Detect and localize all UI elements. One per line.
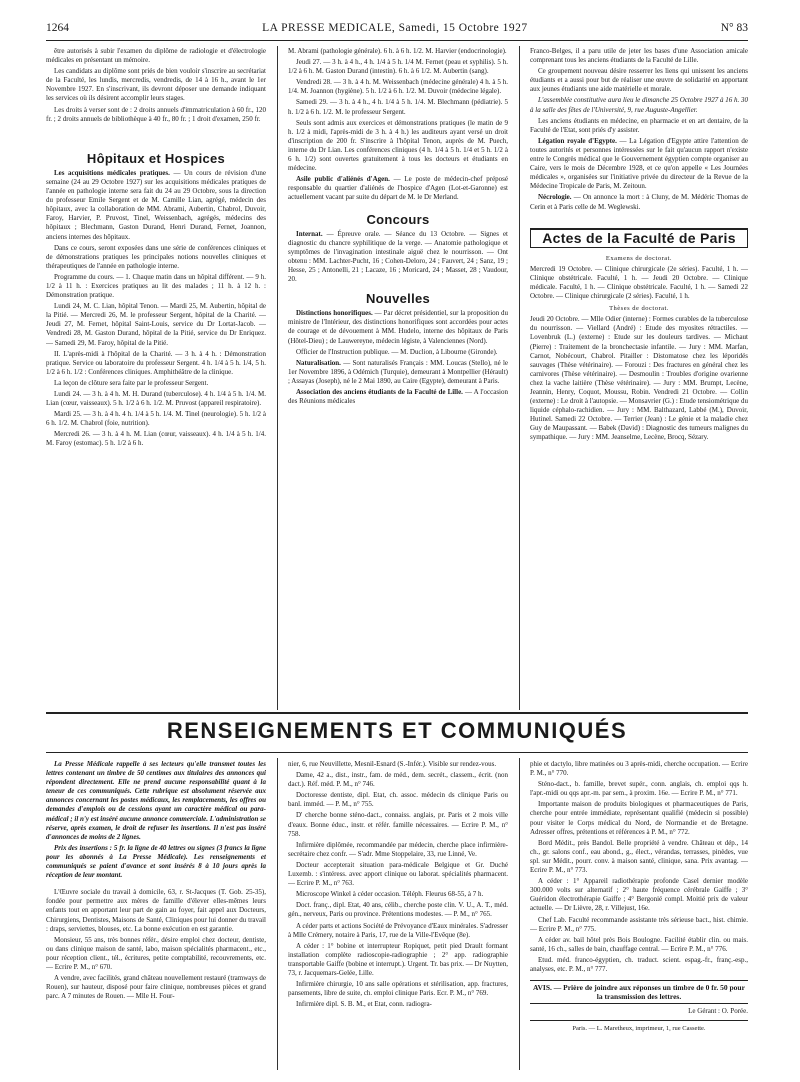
ad-3-3: Importante maison de produits biologiques et pharmaceutiques de Paris, cherche pour entrée immédiate, représentant qualifié (médecin si possible) pour visiter le Corps médical du Nord, de Normandie et de Bretagne. Adresser offres, prétentions et références à P. M., n° 772. [530, 800, 748, 836]
col1-para-2: Dans ce cours, seront exposées dans une série de conférences cliniques et de démonstrations pratiques les principales notions nouvelles cliniques et thérapeutiques de l'année en pathologie interne. [46, 243, 266, 270]
ad-2-3: Doctoresse dentiste, dipl. Etat, ch. assoc. médecin ds clinique Paris ou banl. imméd. — P. M., n° 755. [288, 791, 508, 809]
ad-2-7: Microscope Winkel à céder occasion. Téléph. Fleurus 68-55, à 7 h. [296, 890, 484, 899]
column-3 [530, 47, 748, 707]
col1-para-3: Programme du cours. — 1. Chaque matin dans un hôpital différent. — 9 h. 1/2 à 11 h. : Exercices pratiques au lit des malades ; 11 h. à 12 h. : Démonstration pratique. [46, 272, 266, 300]
naturalisation-text: — Sont naturalisés Français : MM. Loucas (Stello), né le 1er Novembre 1896, à Odémich (Turquie), demeurant à Montpellier (Hérault) ; Assayas (Joseph), né le 2 Mai 1890, au Caire (Egypte), demeurant à Paris. [288, 358, 508, 385]
necrologie-title: Nécrologie. [538, 193, 572, 202]
col2-para-2: Jeudi 27. — 3 h. à 4 h., 4 h. 1/4 à 5 h. 1/4 M. Fernet (peau et syphilis). 5 h. 1/2 à 6 h. M. Gaston Durand (intestin). 6 h. à 6 1/2. M. Aubertin (sang). [288, 58, 508, 76]
col2-para-4: Samedi 29. — 3 h. à 4 h., 4 h. 1/4 à 5 h. 1/4. M. Blechmann (pédiatrie). 5 h. 1/2 à 6 h. 1/2. M. le professeur Sergent. [288, 98, 508, 116]
column-1 [46, 47, 266, 707]
ad-2-5: Infirmière diplômée, recommandée par médecin, cherche place infirmière-secrétaire chez confr. — S'adr. Mme Stoppelaire, 33, rue Linné, Ve. [288, 840, 508, 858]
issue-number: N° 83 [720, 22, 748, 34]
section-title-actes: Actes de la Faculté de Paris [530, 228, 748, 248]
ads-prices: Prix des insertions : 5 fr. la ligne de 40 lettres ou signes (3 francs la ligne pour les abonnés à La Presse Médicale). Les renseignements et communiqués se paient d'avance et sont insérés 8 à 10 jours après la réception de leur montant. [46, 843, 266, 880]
avis-notice: AVIS. — Prière de joindre aux réponses un timbre de 0 fr. 50 pour la transmission des lettres. [530, 980, 748, 1004]
ad-oeuvre-sociale: L'Œuvre sociale du travail à domicile, 63, r. St-Jacques (T. Gob. 25-35), fondée pour permettre aux mères de famille d'élever elles-mêmes leurs enfants tout en apportant leur part de gain au foyer, fait appel aux Docteurs, Chirurgiens, Dentistes, Maisons de Santé, Cliniques pour lui donner du travail : draps, serviettes, blouses, etc. La bonne exécution en est garantie. [46, 888, 266, 933]
examens-text: Mercredi 19 Octobre. — Clinique chirurgicale (2e séries). Faculté, 1 h. — Clinique obstétricale. Faculté, 1 h. — Jeudi 20 Octobre. — Clinique médicale. Faculté, 1 h. — Clinique obstétricale. Faculté, 1 h. — Samedi 22 Octobre. — Clinique chirurgicale (2 séries). Faculté, 1 h. [530, 264, 748, 301]
col3-para-3: L'assemblée constitutive aura lieu le dimanche 25 Octobre 1927 à 16 h. 30 à la salle des fêtes de l'Université, 9, rue Auguste-Angellier. [530, 96, 748, 114]
asile-title: Asile public d'aliénés d'Agen. [296, 175, 390, 184]
ad-3-2: Sténo-dact., b. famille, brevet supér., conn. anglais, ch. emploi qqs h. l'apr.-midi ou qqs apr.-m. par sem., à proxim. 16e. — Ecrire P. M., n° 771. [530, 780, 748, 798]
examens-title: Examens de doctorat. [605, 254, 673, 262]
ads-notice: La Presse Médicale rappelle à ses lecteurs qu'elle transmet toutes les lettres contenant un timbre de 50 centimes aux titulaires des annonces qui répondent directement. Elle ne prend aucune responsabilité quant à la teneur de ces communiqués. Cette rubrique est absolument réservée aux annonces concernant les postes médicaux, les remplacements, les offres ou demandes d'emplois ou de cessions ayant un caractère médical ou para-médical ; il n'y est inséré aucune annonce commerciale. L'administration se réserve, après examen, le droit de refuser les insertions. Il n'est pas inséré d'annonces de moins de 2 lignes. [46, 760, 266, 841]
col1-para-9: Mercredi 26. — 3 h. à 4 h. M. Lian (cœur, vaisseaux). 4 h. 1/4 à 5 h. 1/4. M. Faroy (estomac). 5 h. 1/2 à 6 h. [46, 430, 266, 448]
col1-intro-2: Les candidats au diplôme sont priés de bien vouloir s'inscrire au secrétariat de la Faculté, les lundis, mercredis, vendredis, de 14 à 16 h., avant le 1er Novembre 1927. En s'inscrivant, ils devront déposer une demande indiquant les services où ils désirent accomplir leurs stages. [46, 67, 266, 103]
column-divider-2 [519, 46, 520, 710]
ad-2-4: D' cherche bonne sténo-dact., connaiss. anglais, pr. Paris et 2 mois ville d'eaux. Bonne éduc., instr. et référ. famille nécessaires. — Ecrire P. M., n° 758. [288, 811, 508, 838]
ad-3-7: A céder av. bail hôtel près Bois Boulogne. Facilité établir clin. ou mais. santé, 16 ch., salles de bain, chauffage central. — Ecrire P. M., n° 776. [530, 935, 748, 953]
col1-para-7: Lundi 24. — 3 h. à 4 h. M. H. Durand (tuberculose). 4 h. 1/4 à 5 h. 1/4. M. Lian (cœur, vaisseaux). 5 h. 1/2 à 6 h. 1/2. M. Pruvost (appareil respiratoire). [46, 390, 266, 408]
ad-2-6: Docteur accepterait situation para-médicale Belgique et Gr. Duché Luxemb. : s'intéress. avec apport clinique ou laborat. spécialités pharmacent. — Ecrire P. M., n° 763. [288, 860, 508, 888]
ad-2-1: nier, 6, rue Neuvillette, Mesnil-Esnard (S.-Infér.). Visible sur rendez-vous. [288, 760, 497, 768]
ad-2-9: A céder parts et actions Société de Prévoyance d'Eaux minérales. S'adresser à Mlle Crémery, notaire à Paris, 17, rue de la Ville-l'Evêque (8e). [288, 921, 508, 939]
necrologie-text: — On annonce la mort : à Cluny, de M. Médéric Thomas de Cerin et à Paris celle de M. Weglewski. [530, 193, 748, 211]
gerant-line: Le Gérant : O. Porée. [688, 1007, 748, 1016]
col3-para-4: Les anciens étudiants en médecine, en pharmacie et en art dentaire, de la Faculté de l'Etat, sont priés d'y assister. [530, 116, 748, 134]
col1-para-5: II. L'après-midi à l'hôpital de la Charité. — 3 h. à 4 h. : Démonstration pratique. Service ou laboratoire du professeur Sergent. 4 h. 1/4 à 5 h. 1/4, 5 h. 1/2 à 6 h. 1/2 : Conférences cliniques. Amphithéâtre de la clinique. [46, 349, 266, 376]
asile-text: — Le poste de médecin-chef préposé responsable du quartier d'aliénés de l'hospice d'Agen (Lot-et-Garonne) est actuellement vacant par suite du départ de M. le Dr Merland. [288, 175, 508, 202]
page-number: 1264 [46, 22, 69, 34]
internat-text: — Épreuve orale. — Séance du 13 Octobre. — Signes et diagnostic du chancre syphilitique de la verge. — Anatomie pathologique et symptômes de l'invagination intestinale aiguë chez le nourrisson. — Ont obtenu : MM. Lachter-Pucht, 16 ; Cohen-Deloro, 24 ; Fauvert, 24 ; Sanz, 19 ; Hesse, 25 ; Antonelli, 21 ; Lacaze, 16 ; Moricard, 24 ; Masset, 28 ; Vaudour, 20. [288, 229, 508, 284]
col1-para-1: — Un cours de révision d'une semaine (24 au 29 Octobre 1927) sur les acquisitions médicales pratiques de l'année en pathologie interne sera fait du 24 au 29 Octobre, sous la direction du professeur Emile Sergent et de M. Camille Lian, agrégé, médecin des hôpitaux, avec la collaboration de MM. Abrami, Aubertin, Chabrol, Duvoir, Faroy, Harvier, P. Pruvost, Tinel, Weissenbach, agrégés, médecins des hôpitaux ; Blechmann, Gaston Durand, Henri Durand, Fernet, Joannon, anciens internes des hôpitaux. [46, 168, 266, 241]
column-2 [288, 47, 508, 707]
ad-2-11: Infirmière chirurgie, 10 ans salle opérations et stérilisation, app. fractures, pansements, libre de suite, ch. emploi clinique Paris. Ecr. P. M., n° 769. [288, 980, 508, 998]
column-divider-1 [277, 46, 278, 710]
ads-column-1 [46, 760, 266, 1070]
col1-para-4: Lundi 24, M. C. Lian, hôpital Tenon. — Mardi 25, M. Aubertin, hôpital de la Pitié. — Mercredi 26, M. le professeur Sergent, hôpital de la Charité. — Jeudi 27, M. Fernet, hôpital Saint-Louis, service du Dr Lortat-Jacob. — Vendredi 28, M. Gaston Durand, hôpital de la Pitié, service du Dr Enriquez. — Samedi 29, M. Faroy, hôpital de la Pitié. [46, 302, 266, 347]
col1-para-8: Mardi 25. — 3 h. à 4 h. 4 h. 1/4 à 5 h. 1/4. M. Tinel (neurologie). 5 h. 1/2 à 6 h. 1/2. M. Chabrol (foie, nutrition). [46, 410, 266, 428]
col2-para-3: Vendredi 28. — 3 h. à 4 h. M. Weissenbach (médecine générale) 4 h. à 5 h. 1/4. M. Joannon (hygiène). 5 h. 1/2 à 6 h. 1/2. M. Duvoir (médecine légale). [288, 78, 508, 96]
association-text: — A l'occasion des Réunions médicales [288, 388, 508, 406]
renseignements-title: RENSEIGNEMENTS ET COMMUNIQUÉS [166, 718, 628, 743]
col1-intro-3: Les droits à verser sont de : 2 droits annuels d'immatriculation à 60 fr., 120 fr. ; 2 droits annuels de bibliothèque à 40 fr., 80 fr. ; 1 droit d'examen, 250 fr. [46, 105, 266, 123]
col1-intro-1: être autorisés à subir l'examen du diplôme de radiologie et d'électrologie médicales en présentant un mémoire. [46, 47, 266, 65]
section-rule-top [46, 712, 748, 714]
theses-title: Thèses de doctorat. [609, 305, 669, 313]
ad-2-8: Doct. franç., dipl. Etat, 40 ans, célib., cherche poste clin. V. U., A. T., méd. gén., nerveux, Paris ou province. Prétentions modestes. — P. M., n° 765. [288, 901, 508, 919]
lead-title-acquisitions: Les acquisitions médicales pratiques. [54, 168, 170, 177]
ad-2-12: Infirmière dipl. S. B. M., et Etat, conn. radiogra- [296, 1000, 432, 1009]
internat-title: Internat. [296, 229, 323, 238]
col2-para-1: M. Abrami (pathologie générale). 6 h. à 6 h. 1/2. M. Harvier (endocrinologie). [288, 47, 507, 55]
ad-2-10: A céder : 1° bobine et interrupteur Ropiquet, petit pied Drault formant installation complète radioscopie-radiographie ; 2° app. radiographie transportable Gaiffe (bobine et interrupt.). Urgent. Tr. bas prix. — Dr Nuytten, 73, r. Jacquemars-Gelée, Lille. [288, 941, 508, 977]
ads-column-2 [288, 760, 508, 1070]
ad-3-8: Etud. méd. franco-égyptien, ch. traduct. scient. espag.-fr., franç.-esp., analyses, etc. P. M., n° 777. [530, 955, 748, 973]
page-header [46, 22, 748, 38]
col3-para-2: Ce groupement nouveau désire resserrer les liens qui unissent les anciens étudiants et a aussi pour but de réaliser une œuvre de solidarité en apportant aux jeunes étudiants une aide matérielle et morale. [530, 67, 748, 94]
imprimeur-line: Paris. — L. Maretheux, imprimeur, 1, rue Cassette. [530, 1020, 748, 1033]
ad-3-6: Chef Lab. Faculté recommande assistante très sérieuse bact., hist. chimie. — Ecrire P. M., n° 775. [530, 915, 748, 933]
ads-column-3 [530, 760, 748, 1070]
header-rule [46, 40, 748, 41]
journal-title: LA PRESSE MEDICALE, Samedi, 15 Octobre 1927 [262, 22, 528, 34]
section-title-concours: Concours [366, 211, 430, 227]
association-title: Association des anciens étudiants de la Faculté de Lille. [296, 388, 463, 396]
section-title-nouvelles: Nouvelles [365, 291, 431, 307]
legation-title: Légation royale d'Egypte. [538, 136, 617, 145]
distinctions-title: Distinctions honorifiques. [296, 309, 373, 318]
legation-text: — La Légation d'Egypte attire l'attention de toutes autorités et personnes intéressées sur le fait qu'aucun rapport n'existe entre le Congrès médical que le Gouvernement égyptien compte organiser au Caire, vers le mois de Décembre 1928, et ce qu'on appelle « Les Journées médicales », organisées sur l'initiative privée du directeur de la Revue de la Médecine Tropicale de Paris, M. Zeitoun. [530, 136, 748, 191]
ad-3-5: A céder : 1° Appareil radiothérapie profonde Casel dernier modèle 300.000 volts sur alternatif ; 2° haute fréquence cérébrale Gaiffe ; 3° Guéridon électrothérapie Gaiffe ; 4° Bergonié compl. Moitié prix de valeur actuelle. — Dr Lièvre, 28, r. Villejust, 16e. [530, 877, 748, 913]
ad-3-1: phie et dactylo, libre matinées ou 3 après-midi, cherche occupation. — Ecrire P. M., n° 770. [530, 760, 748, 778]
ad-2-2: Dame, 42 a., dist., instr., fam. de méd., dem. secrét., classem., écrit. (non dact.). Réf. méd. P. M., n° 746. [288, 771, 508, 789]
section-title-hopitaux: Hôpitaux et Hospices [86, 150, 226, 166]
ad-chateau-rouen: A vendre, avec facilités, grand château nouvellement restauré (tramways de Rouen), sur hauteur, disposé pour faire clinique, nombreuses pièces et grand parc. A 7 minutes de Rouen. — Mlle H. Four- [46, 974, 266, 1001]
col1-para-6: La leçon de clôture sera faite par le professeur Sergent. [54, 378, 209, 387]
theses-text: Jeudi 20 Octobre. — Mlle Odier (interne) : Formes curables de la tuberculose du nourrisson. — Viellard (André) : Etude des myosites rétractiles. — Lovenbruk (L.) (externe) : Etude sur les douleurs tardives. — Michaut (Pierre) : Traitement de la bronchectasie infantile. — Jury : MM. Marfan, Carnot, Nobécourt, Chabrol. Pitailler : Distomatose chez les léporidés sauvages (Thèse vétérinaire). — Forouzi : Des fractures en général chez les carnivores (Thèse vétérinaire). — Desmoulin : Troubles d'origine ovarienne chez la vache laitière (Thèse vétérinaire). — Jury : MM. Brumpt, Lecène, Jeannin, Henry, Coquot, Moussu, Robin. Vendredi 21 Octobre. — Collin (externe) : Le droit à l'autopsie. — Monsavrier (G.) : Etude tensiométrique du liquide céphalo-rachidien. — Jury : MM. Balthazard, Labbé (M.), Duvoir, Hutinel. Samedi 22 Octobre. — Terrier (Jean) : Le génie et la maladie chez Guy de Maupassant. — Babek (David) : Diagnostic des tumeurs malignes du sympathique. — Jury : MM. Jeanselme, Lecène, Brocq, Sézary. [530, 315, 748, 442]
col3-para-1: Franco-Belges, il a paru utile de jeter les bases d'une Association amicale comprenant tous les anciens étudiants de la Faculté de Lille. [530, 47, 748, 65]
col2-para-5: Seuls sont admis aux exercices et démonstrations pratiques (le matin de 9 h. 1/2 à midi, l'après-midi de 3 h. à 4 h.) les auditeurs ayant versé un droit d'inscription de 200 fr. S'inscrire à l'hôpital Tenon, auprès de M. Puech, interne du Dr Lian. Les conférences cliniques (4 h. 1/4 à 5 h. 1/4 et 5 h. 1/2 à 6 h. 1/2) sont ouvertes gratuitement à tous les docteurs et étudiants en médecine. [288, 118, 508, 173]
ads-divider-2 [519, 758, 520, 1070]
ad-3-4: Bord Médit., près Bandol. Belle propriété à vendre. Château et dép., 14 ch., gr. salons conf., eau abond., g., élect., vérandas, terrasses, pinèdes, vue spl. sur Médit., pourr. conv. à maison santé, clinique, sana. Prix avantag. — Ecrire P. M., n° 773. [530, 838, 748, 875]
naturalisation-title: Naturalisation. [296, 358, 341, 367]
distinctions-text: — Par décret présidentiel, sur la proposition du ministre de l'Intérieur, des distinctions honorifiques sont accordées pour actes de courage et de dévouement à MM. Hudelo, interne des hôpitaux de Paris (Hôtel-Dieu) ; de Lauwereyne, médecin légiste, à Valenciennes (Nord). [288, 309, 508, 345]
ads-divider-1 [277, 758, 278, 1070]
ad-monsieur-55: Monsieur, 55 ans, très bonnes référ., désire emploi chez docteur, dentiste, ou dans clinique maison de santé, labo, maison spécialités pharmacent., etc., pour réception client., tél., écritures, petite comptabilité, recouvrements, etc. — Ecrire P. M., n° 670. [46, 935, 266, 971]
officier-text: Officier de l'Instruction publique. — M. Duclion, à Libourne (Gironde). [296, 347, 498, 356]
section-rule-bottom [46, 752, 748, 753]
